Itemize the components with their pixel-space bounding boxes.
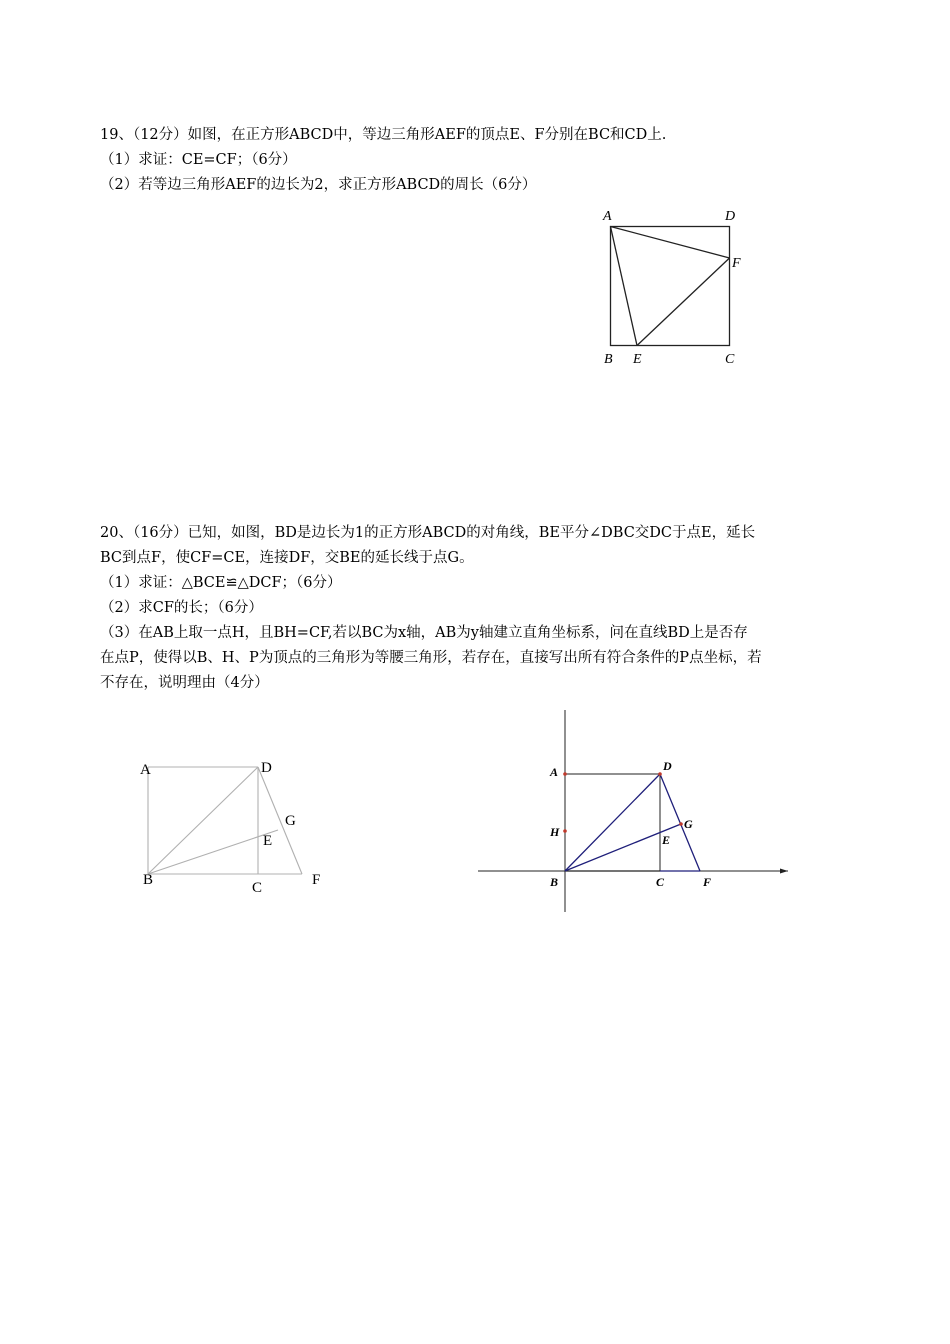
point-d	[658, 772, 662, 776]
label-h: H	[550, 825, 560, 839]
square-abcd	[611, 227, 730, 346]
q20-figure-2	[470, 700, 800, 920]
segment-bd	[148, 767, 258, 874]
segment-ef	[637, 258, 730, 346]
segment-ae	[611, 227, 638, 346]
label-d: D	[725, 209, 736, 224]
q20-part3-line2: 在点P，使得以B、H、P为顶点的三角形为等腰三角形，若存在，直接写出所有符合条件的P点坐标，若	[100, 650, 762, 666]
label-f: F	[703, 875, 712, 889]
label-e: E	[633, 352, 642, 367]
label-c: C	[252, 880, 263, 896]
point-h	[563, 829, 567, 833]
segment-bg	[565, 824, 681, 871]
q20-figure-1	[130, 750, 340, 900]
label-a: A	[550, 765, 559, 779]
label-a: A	[603, 209, 612, 224]
label-a: A	[140, 762, 151, 778]
label-c: C	[725, 352, 735, 367]
q20-part3-line3: 不存在，说明理由（4分）	[100, 675, 269, 691]
label-b: B	[550, 875, 559, 889]
q20-line1: 20、（16分）已知，如图，BD是边长为1的正方形ABCD的对角线，BE平分∠DBC交DC于点E，延长	[100, 525, 756, 541]
q19-part2: （2）若等边三角形AEF的边长为2，求正方形ABCD的周长（6分）	[100, 177, 537, 193]
x-axis-arrow-icon	[780, 869, 788, 874]
label-g: G	[684, 817, 693, 831]
label-d: D	[261, 760, 272, 776]
q20-part1: （1）求证：△BCE≌△DCF；（6分）	[100, 575, 342, 591]
point-g	[679, 822, 683, 826]
label-f: F	[312, 872, 321, 888]
label-b: B	[604, 352, 613, 367]
segment-af	[611, 227, 730, 259]
q19-title: 19、（12分）如图，在正方形ABCD中，等边三角形AEF的顶点E、F分别在BC和CD上.	[100, 127, 667, 143]
label-d: D	[663, 759, 672, 773]
q20-line2: BC到点F，使CF=CE，连接DF，交BE的延长线于点G。	[100, 550, 474, 566]
q19-part1: （1）求证：CE=CF；（6分）	[100, 152, 297, 168]
segment-bd	[565, 774, 660, 871]
label-e: E	[263, 833, 273, 849]
q20-part2: （2）求CF的长；（6分）	[100, 600, 263, 616]
q19-figure	[595, 205, 755, 370]
label-e: E	[662, 833, 671, 847]
label-c: C	[656, 875, 665, 889]
q20-part3-line1: （3）在AB上取一点H，且BH=CF,若以BC为x轴，AB为y轴建立直角坐标系，问在直线BD上是否存	[100, 625, 748, 641]
label-b: B	[143, 872, 154, 888]
label-f: F	[732, 256, 741, 271]
point-a	[563, 772, 567, 776]
segment-df	[660, 774, 700, 871]
label-g: G	[285, 813, 296, 829]
